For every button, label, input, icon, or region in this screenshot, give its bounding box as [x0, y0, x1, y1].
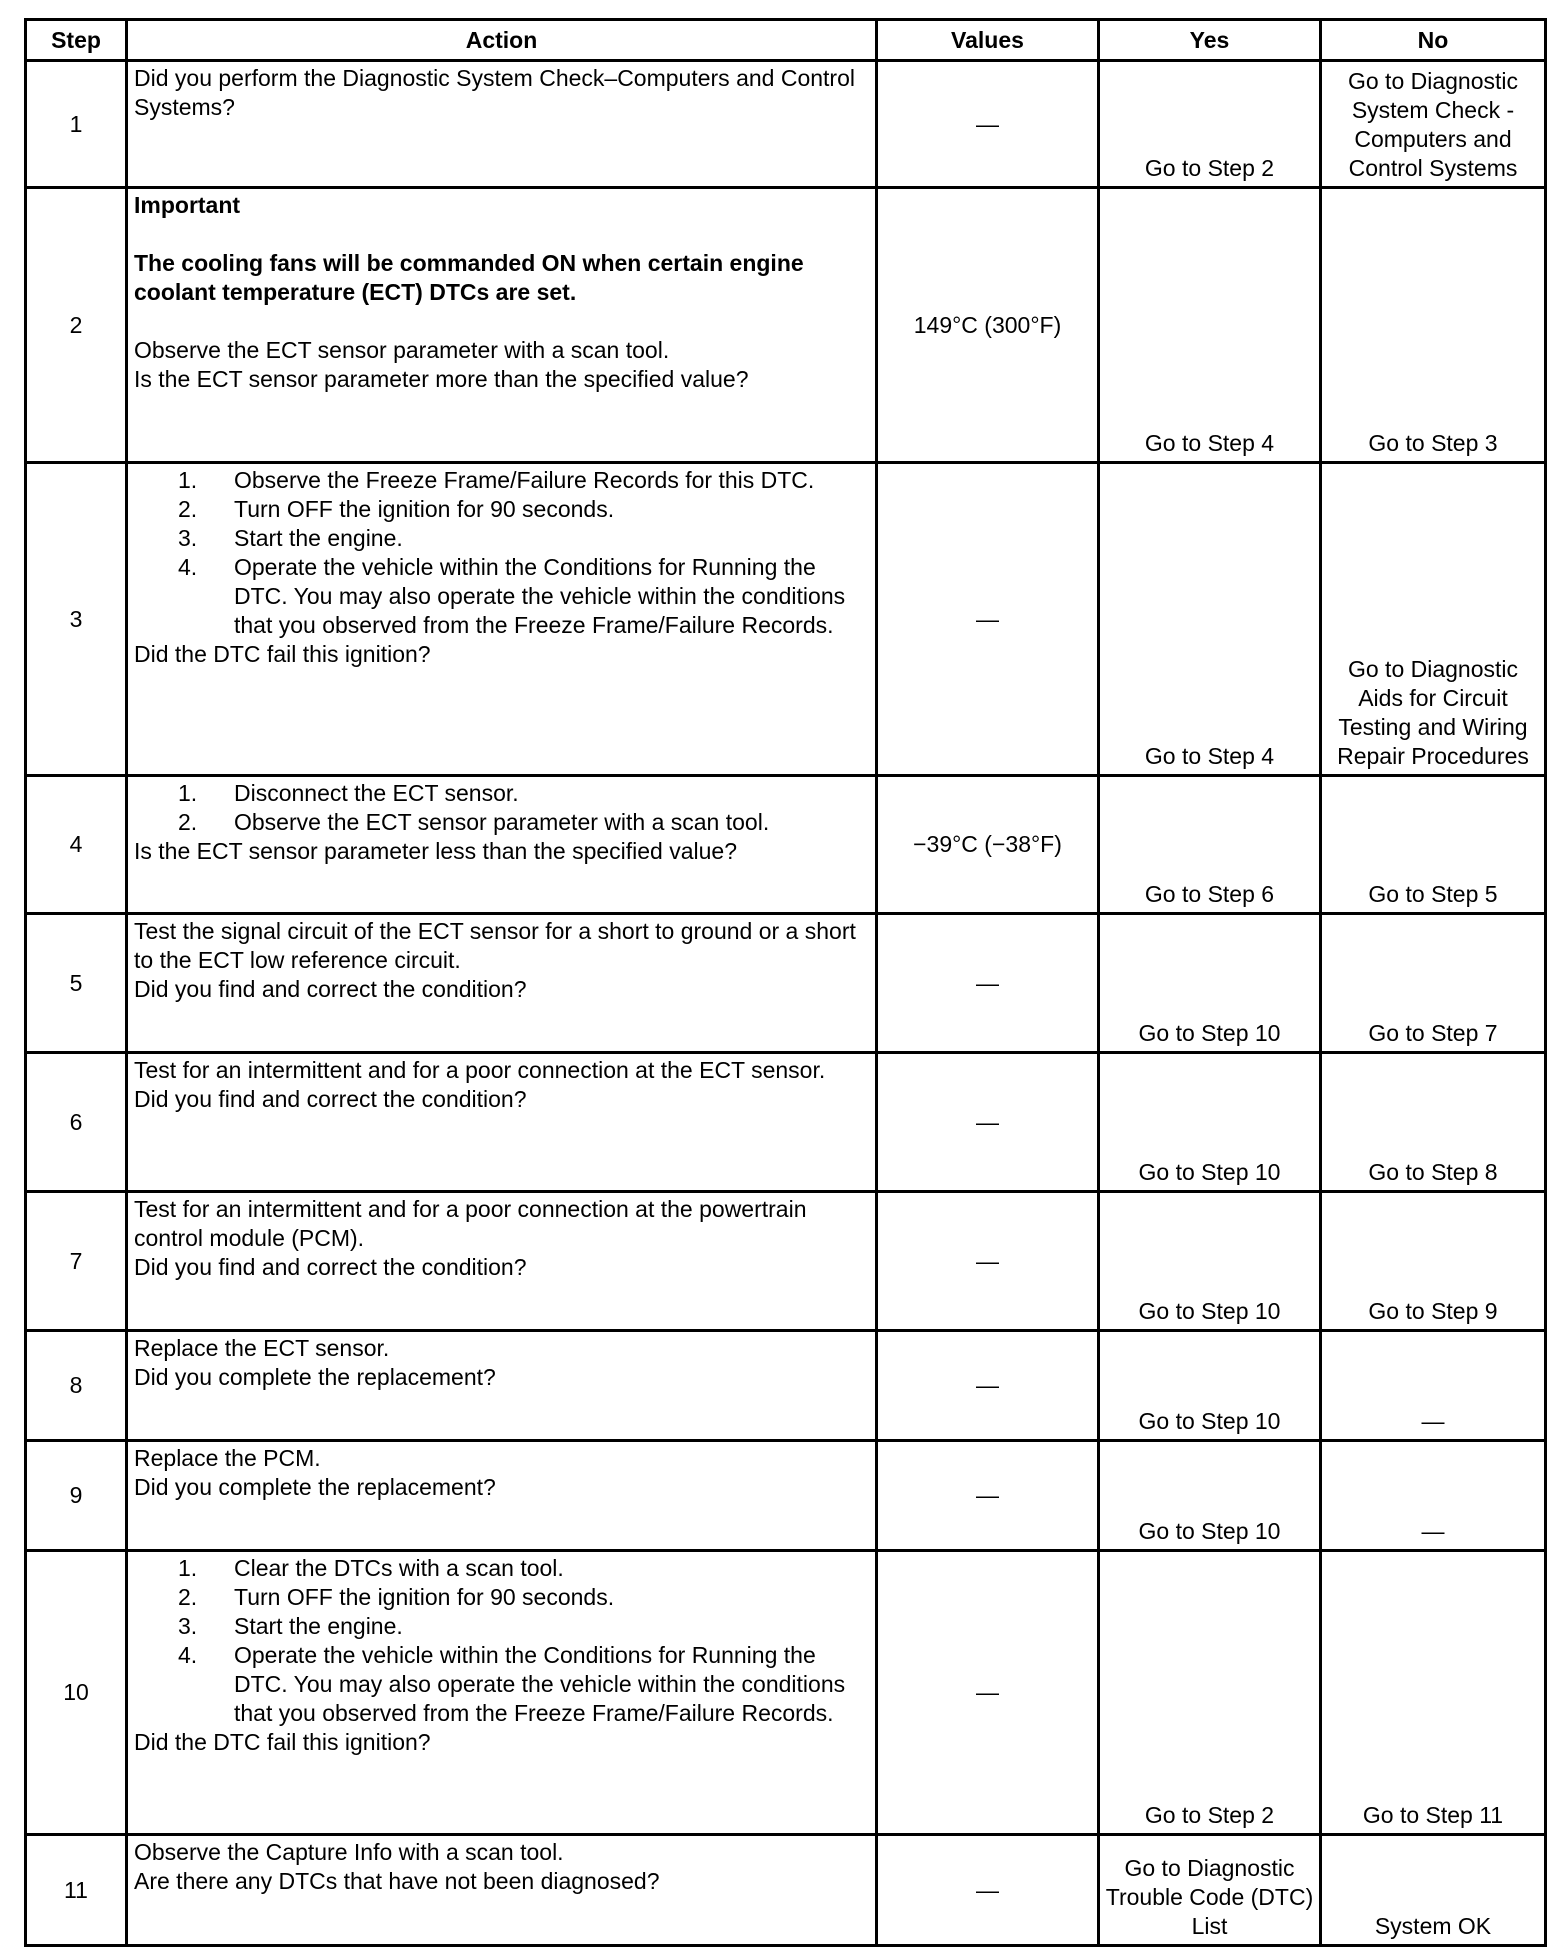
value-cell: —	[877, 1441, 1099, 1551]
no-cell: Go to Step 7	[1321, 914, 1546, 1053]
action-cell	[127, 1192, 877, 1331]
yes-cell: Go to Step 4	[1099, 463, 1321, 776]
question-text: Did you find and correct the condition?	[134, 1254, 527, 1280]
no-cell: Go to Step 9	[1321, 1192, 1546, 1331]
table-row	[26, 1835, 1546, 1946]
step-number: 10	[26, 1551, 127, 1835]
value-cell: —	[877, 1192, 1099, 1331]
step-number: 5	[26, 914, 127, 1053]
header-values: Values	[877, 20, 1099, 61]
action-cell	[127, 1551, 877, 1835]
question-text: Did the DTC fail this ignition?	[134, 1729, 431, 1755]
step-number: 3	[26, 463, 127, 776]
question-text: Did you find and correct the condition?	[134, 1086, 527, 1112]
table-row	[26, 776, 1546, 914]
step-number: 1	[26, 61, 127, 188]
table-row	[26, 914, 1546, 1053]
yes-cell: Go to Step 10	[1099, 1192, 1321, 1331]
no-cell: System OK	[1321, 1835, 1546, 1946]
list-item: 4. Operate the vehicle within the Conditions for Running the DTC. You may also operate the vehicle within the conditions that you observed from the Freeze Frame/Failure Records.	[178, 1642, 846, 1726]
action-cell	[127, 914, 877, 1053]
yes-cell: Go to Step 10	[1099, 1331, 1321, 1441]
question-text: Is the ECT sensor parameter more than the specified value?	[134, 366, 749, 392]
no-cell: Go to Diagnostic Aids for Circuit Testing and Wiring Repair Procedures	[1321, 463, 1546, 776]
list-item: 3. Start the engine.	[178, 525, 403, 551]
yes-cell: Go to Step 2	[1099, 1551, 1321, 1835]
table-row	[26, 463, 1546, 776]
question-text: Did you complete the replacement?	[134, 1364, 496, 1390]
procedure-list	[134, 1554, 869, 1728]
table-row	[26, 1551, 1546, 1835]
question-text: Are there any DTCs that have not been diagnosed?	[134, 1868, 660, 1894]
list-item: 1. Observe the Freeze Frame/Failure Records for this DTC.	[178, 467, 815, 493]
table-row	[26, 61, 1546, 188]
action-text: Test for an intermittent and for a poor connection at the powertrain control module (PCM).	[134, 1196, 807, 1251]
action-text: Test for an intermittent and for a poor connection at the ECT sensor.	[134, 1057, 826, 1083]
important-text: The cooling fans will be commanded ON when certain engine coolant temperature (ECT) DTCs are set.	[134, 250, 804, 305]
question-text: Did you find and correct the condition?	[134, 976, 527, 1002]
step-number: 8	[26, 1331, 127, 1441]
list-item: 2. Observe the ECT sensor parameter with a scan tool.	[178, 809, 770, 835]
list-item: 2. Turn OFF the ignition for 90 seconds.	[178, 496, 615, 522]
table-row	[26, 1053, 1546, 1192]
step-number: 6	[26, 1053, 127, 1192]
action-text: Observe the ECT sensor parameter with a scan tool.	[134, 337, 670, 363]
yes-cell: Go to Step 6	[1099, 776, 1321, 914]
action-cell	[127, 188, 877, 463]
list-item: 1. Clear the DTCs with a scan tool.	[178, 1555, 564, 1581]
procedure-list	[134, 779, 869, 837]
list-item: 3. Start the engine.	[178, 1613, 403, 1639]
no-cell: Go to Step 3	[1321, 188, 1546, 463]
yes-cell: Go to Step 2	[1099, 61, 1321, 188]
value-cell: —	[877, 1053, 1099, 1192]
list-item: 2. Turn OFF the ignition for 90 seconds.	[178, 1584, 615, 1610]
action-cell	[127, 1441, 877, 1551]
action-cell	[127, 463, 877, 776]
value-cell: —	[877, 914, 1099, 1053]
action-cell	[127, 1331, 877, 1441]
header-step: Step	[26, 20, 127, 61]
important-label: Important	[134, 192, 241, 218]
action-cell	[127, 776, 877, 914]
yes-cell: Go to Step 10	[1099, 1053, 1321, 1192]
list-item: 1. Disconnect the ECT sensor.	[178, 780, 519, 806]
step-number: 11	[26, 1835, 127, 1946]
action-text: Test the signal circuit of the ECT sensor for a short to ground or a short to the ECT low reference circuit.	[134, 918, 856, 973]
value-cell: 149°C (300°F)	[877, 188, 1099, 463]
no-cell: Go to Diagnostic System Check - Computers and Control Systems	[1321, 61, 1546, 188]
step-number: 7	[26, 1192, 127, 1331]
value-cell: —	[877, 1835, 1099, 1946]
step-number: 9	[26, 1441, 127, 1551]
no-cell: —	[1321, 1331, 1546, 1441]
no-cell: Go to Step 5	[1321, 776, 1546, 914]
yes-cell: Go to Step 10	[1099, 914, 1321, 1053]
diagnostic-table	[24, 18, 1547, 1947]
question-text: Is the ECT sensor parameter less than the specified value?	[134, 838, 738, 864]
header-yes: Yes	[1099, 20, 1321, 61]
table-row	[26, 1441, 1546, 1551]
table-row	[26, 1331, 1546, 1441]
no-cell: Go to Step 8	[1321, 1053, 1546, 1192]
table-row	[26, 188, 1546, 463]
header-row	[26, 20, 1546, 61]
action-text: Replace the ECT sensor.	[134, 1335, 390, 1361]
procedure-list	[134, 466, 869, 640]
yes-cell: Go to Step 10	[1099, 1441, 1321, 1551]
table-row	[26, 1192, 1546, 1331]
value-cell: —	[877, 1551, 1099, 1835]
question-text: Did the DTC fail this ignition?	[134, 641, 431, 667]
header-no: No	[1321, 20, 1546, 61]
value-cell: —	[877, 463, 1099, 776]
no-cell: —	[1321, 1441, 1546, 1551]
yes-cell: Go to Step 4	[1099, 188, 1321, 463]
action-text: Did you perform the Diagnostic System Check–Computers and Control Systems?	[134, 65, 855, 120]
no-cell: Go to Step 11	[1321, 1551, 1546, 1835]
yes-cell: Go to Diagnostic Trouble Code (DTC) List	[1099, 1835, 1321, 1946]
action-cell	[127, 1835, 877, 1946]
question-text: Did you complete the replacement?	[134, 1474, 496, 1500]
action-text: Observe the Capture Info with a scan tool.	[134, 1839, 564, 1865]
action-cell	[127, 1053, 877, 1192]
step-number: 2	[26, 188, 127, 463]
list-item: 4. Operate the vehicle within the Conditions for Running the DTC. You may also operate the vehicle within the conditions that you observed from the Freeze Frame/Failure Records.	[178, 554, 846, 638]
action-text: Replace the PCM.	[134, 1445, 321, 1471]
value-cell: —	[877, 1331, 1099, 1441]
step-number: 4	[26, 776, 127, 914]
value-cell: —	[877, 61, 1099, 188]
action-cell	[127, 61, 877, 188]
value-cell: −39°C (−38°F)	[877, 776, 1099, 914]
header-action: Action	[127, 20, 877, 61]
